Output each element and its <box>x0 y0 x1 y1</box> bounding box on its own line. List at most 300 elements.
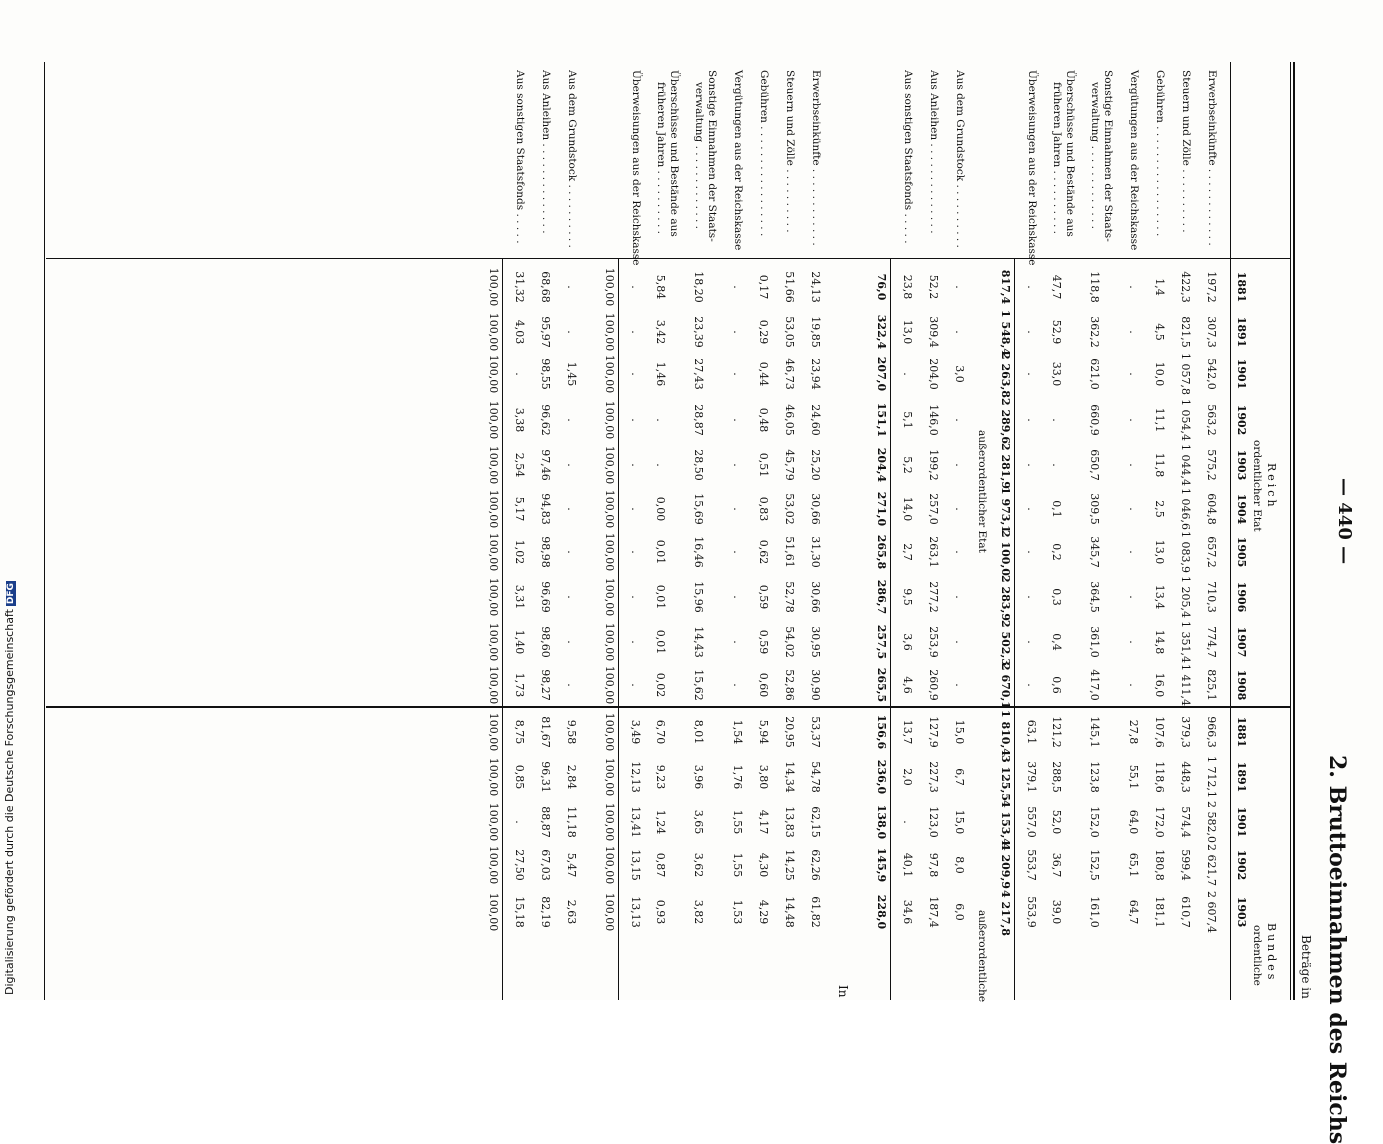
ord-cell: . <box>1127 550 1140 554</box>
ord-cell: 825,1 <box>1205 669 1218 701</box>
pct-aus-cell: . <box>565 330 578 334</box>
pct-ord-cell: 53,05 <box>783 316 796 348</box>
pct-ord-cell: 13,41 <box>629 806 642 838</box>
aus-cell: 5,2 <box>901 456 914 474</box>
year-header: 1903 <box>1235 449 1248 481</box>
ord-cell: 1 205,4 <box>1179 576 1192 618</box>
aus-cell: 23,8 <box>901 274 914 300</box>
pct-ord-cell: . <box>629 418 642 422</box>
ord-cell: 33,0 <box>1050 361 1063 387</box>
pct-aus-cell: 5,47 <box>565 852 578 878</box>
aus-cell: . <box>953 507 966 511</box>
aus-cell: 14,0 <box>901 496 914 522</box>
ord-cell: . <box>1127 330 1140 334</box>
pct-ord-total-cell: 100,00 <box>603 845 616 885</box>
pct-ord-cell: . <box>629 640 642 644</box>
aus-cell: 6,7 <box>953 768 966 786</box>
ausserordentlicher-etat-header: außerordentlicher Etat <box>976 430 988 553</box>
pct-ord-cell: 1,53 <box>731 899 744 925</box>
ord-cell: 10,0 <box>1153 361 1166 387</box>
ord-cell: 422,3 <box>1179 271 1192 303</box>
bottom-rule <box>44 62 45 1000</box>
ord-row-label: Überschüsse und Bestände aus <box>1064 70 1076 237</box>
ord-cell: 710,3 <box>1205 581 1218 613</box>
pct-ord-cell: 4,30 <box>757 852 770 878</box>
pct-ord-cell: 0,01 <box>654 539 667 565</box>
reich-bundes-separator <box>46 706 1291 708</box>
year-header: 1905 <box>1235 536 1248 568</box>
ord-cell: 0,6 <box>1050 676 1063 694</box>
aus-total-cell: 207,0 <box>875 356 888 392</box>
ord-cell: 774,7 <box>1205 626 1218 658</box>
ord-cell: 13,0 <box>1153 539 1166 565</box>
ord-cell: 11,1 <box>1153 407 1166 433</box>
pct-aus-cell: . <box>565 418 578 422</box>
pct-ord-cell: 0,83 <box>757 496 770 522</box>
aus-cell: 15,0 <box>953 809 966 835</box>
in-label: In <box>836 985 850 998</box>
aus-cell: 52,2 <box>927 274 940 300</box>
pct-aus-cell: 1,45 <box>565 361 578 387</box>
pct-ord-cell: 1,46 <box>654 361 667 387</box>
pct-ord-row-label: Überweisungen aus der Reichskasse <box>630 70 642 266</box>
pct-ord-cell: . <box>629 285 642 289</box>
pct-ord-cell: 28,50 <box>692 449 705 481</box>
ord-total-cell: 2 289,6 <box>999 398 1012 444</box>
ord-cell: 39,0 <box>1050 899 1063 925</box>
ord-row-label-cont: verwaltung . . . . . . . . . . . . . <box>1089 82 1101 230</box>
aus-total-cell: 204,4 <box>875 447 888 483</box>
pct-aus-cell: 3,31 <box>513 584 526 610</box>
pct-ord-cell: 30,90 <box>809 669 822 701</box>
page-title: 2. Bruttoeinnahmen des Reichs <box>1324 755 1350 1144</box>
pct-ord-cell: 14,43 <box>692 626 705 658</box>
pct-ord-cell: 23,94 <box>809 358 822 390</box>
pct-ord-total-cell: 100,00 <box>603 400 616 440</box>
ord-total-cell: 2 263,8 <box>999 352 1012 398</box>
ord-cell: 362,2 <box>1088 316 1101 348</box>
pct-aus-cell: . <box>565 550 578 554</box>
aus-total-cell: 286,7 <box>875 579 888 615</box>
ord-cell: 4,5 <box>1153 323 1166 341</box>
ord-cell: 1 044,4 <box>1179 444 1192 486</box>
pct-aus-cell: 2,63 <box>565 899 578 925</box>
pct-ord-cell: 0,87 <box>654 852 667 878</box>
ord-cell: 152,5 <box>1088 849 1101 881</box>
bundes-header: Bundes <box>1265 923 1278 983</box>
pct-ord-cell: 0,59 <box>757 629 770 655</box>
pct-ord-cell: 61,82 <box>809 896 822 928</box>
pct-aus-total-cell: 100,00 <box>487 354 500 394</box>
pct-aus-cell: . <box>513 820 526 824</box>
pct-ord-cell: . <box>654 463 667 467</box>
pct-ord-cell: 0,01 <box>654 584 667 610</box>
pct-ord-cell: . <box>731 463 744 467</box>
ord-cell: 197,2 <box>1205 271 1218 303</box>
ord-cell: . <box>1127 507 1140 511</box>
ord-cell: 52,9 <box>1050 319 1063 345</box>
ord-cell: 161,0 <box>1088 896 1101 928</box>
ord-cell: 599,4 <box>1179 849 1192 881</box>
pct-aus-cell: 1,40 <box>513 629 526 655</box>
pct-ord-cell: 0,17 <box>757 274 770 300</box>
ord-cell: . <box>1127 418 1140 422</box>
pct-ord-cell: 3,62 <box>692 852 705 878</box>
pct-ord-cell: . <box>731 418 744 422</box>
pct-ord-cell: 0,93 <box>654 899 667 925</box>
pct-aus-cell: 94,83 <box>539 493 552 525</box>
pct-ord-cell: . <box>629 595 642 599</box>
pct-ord-cell: 15,96 <box>692 581 705 613</box>
ord-cell: 1 083,9 <box>1179 531 1192 573</box>
pct-ord-row-label: Sonstige Einnahmen der Staats- <box>706 70 718 242</box>
pct-aus-cell: 82,19 <box>539 896 552 928</box>
aus-cell: 227,3 <box>927 761 940 793</box>
pct-ord-row-label: Erwerbseinkünfte . . . . . . . . . . . . <box>810 70 822 246</box>
aus-cell: 3,0 <box>953 365 966 383</box>
ord-row-label-cont: früheren Jahren . . . . . . . . . . <box>1051 82 1063 234</box>
aus-cell: . <box>953 640 966 644</box>
ordentlicher-short-header: ordentliche <box>1251 925 1263 986</box>
pct-ord-total-cell: 100,00 <box>603 532 616 572</box>
pct-aus-cell: 31,32 <box>513 271 526 303</box>
ord-cell: 604,8 <box>1205 493 1218 525</box>
aus-cell: 40,1 <box>901 852 914 878</box>
pct-aus-total-rule <box>502 258 503 1000</box>
aus-row-label: Aus dem Grundstock . . . . . . . . . . <box>954 70 966 248</box>
pct-ord-total-cell: 100,00 <box>603 892 616 932</box>
pct-aus-cell: 8,75 <box>513 719 526 745</box>
ord-cell: . <box>1025 507 1038 511</box>
ord-cell: 1 057,8 <box>1179 353 1192 395</box>
aus-cell: 4,6 <box>901 676 914 694</box>
pct-aus-cell: 2,84 <box>565 764 578 790</box>
ord-total-cell: 817,4 <box>999 269 1012 305</box>
pct-ord-cell: 23,39 <box>692 316 705 348</box>
year-header: 1908 <box>1235 669 1248 701</box>
ord-cell: 448,3 <box>1179 761 1192 793</box>
pct-ord-cell: 3,42 <box>654 319 667 345</box>
pct-ord-cell: 4,29 <box>757 899 770 925</box>
ord-cell: 16,0 <box>1153 672 1166 698</box>
year-header: 1904 <box>1235 493 1248 525</box>
pct-ord-cell: 51,61 <box>783 536 796 568</box>
pct-ord-cell: 16,46 <box>692 536 705 568</box>
pct-ord-total-cell: 100,00 <box>603 489 616 529</box>
pct-ord-row-label: Vergütungen aus der Reichskasse <box>732 70 744 251</box>
aus-cell: 127,9 <box>927 716 940 748</box>
aus-cell: . <box>953 595 966 599</box>
pct-ord-total-cell: 100,00 <box>603 712 616 752</box>
ord-cell: 563,2 <box>1205 404 1218 436</box>
pct-ord-cell: 62,15 <box>809 806 822 838</box>
aus-cell: 123,0 <box>927 806 940 838</box>
pct-ord-cell: 24,13 <box>809 271 822 303</box>
ord-cell: . <box>1127 595 1140 599</box>
aus-cell: . <box>953 330 966 334</box>
aus-cell: 97,8 <box>927 852 940 878</box>
ord-cell: . <box>1025 330 1038 334</box>
aus-cell: . <box>901 372 914 376</box>
ord-total-cell: 1 810,4 <box>999 710 1012 756</box>
pct-ord-cell: 1,76 <box>731 764 744 790</box>
ord-total-cell: 1 973,1 <box>999 487 1012 533</box>
aus-cell: 5,1 <box>901 411 914 429</box>
aus-cell: . <box>953 285 966 289</box>
pct-ord-cell: 0,51 <box>757 452 770 478</box>
ord-row-label: Überweisungen aus der Reichskasse <box>1026 70 1038 266</box>
aus-cell: 6,0 <box>953 903 966 921</box>
pct-ord-cell: . <box>731 372 744 376</box>
ord-cell: 64,7 <box>1127 899 1140 925</box>
pct-ord-total-cell: 100,00 <box>603 445 616 485</box>
pct-ord-cell: 14,25 <box>783 849 796 881</box>
ord-cell: 118,8 <box>1088 271 1101 303</box>
pct-ord-cell: 0,60 <box>757 672 770 698</box>
aus-cell: 257,0 <box>927 493 940 525</box>
ord-cell: 621,0 <box>1088 358 1101 390</box>
footer-text: Digitalisierung gefördert durch die Deutsche Forschungsgemeinschaft <box>3 609 16 995</box>
aus-cell: 2,7 <box>901 543 914 561</box>
pct-aus-cell: 1,73 <box>513 672 526 698</box>
pct-ord-total-cell: 100,00 <box>603 757 616 797</box>
ord-cell: 379,3 <box>1179 716 1192 748</box>
pct-ord-cell: 0,44 <box>757 361 770 387</box>
pct-ord-cell: 3,65 <box>692 809 705 835</box>
pct-aus-cell: 68,68 <box>539 271 552 303</box>
pct-ord-cell: 13,15 <box>629 849 642 881</box>
pct-ord-cell: . <box>654 418 667 422</box>
pct-ord-cell: 1,24 <box>654 809 667 835</box>
aus-total-cell: 271,0 <box>875 491 888 527</box>
aus-total-cell: 265,8 <box>875 534 888 570</box>
pct-aus-cell: 67,03 <box>539 849 552 881</box>
aus-total-cell: 228,0 <box>875 894 888 930</box>
ord-total-cell: 2 281,9 <box>999 443 1012 489</box>
ord-cell: 64,0 <box>1127 809 1140 835</box>
pct-ord-cell: . <box>731 507 744 511</box>
ord-cell: 364,5 <box>1088 581 1101 613</box>
ord-cell: 2,5 <box>1153 500 1166 518</box>
label-separator-rule <box>46 258 1291 259</box>
reich-header: Reich <box>1265 463 1278 510</box>
pct-aus-cell: . <box>565 507 578 511</box>
ordentlicher-etat-header: ordentlicher Etat <box>1251 440 1263 532</box>
top-rule-thin <box>1290 62 1291 1000</box>
ord-cell: 309,5 <box>1088 493 1101 525</box>
aus-cell: 13,7 <box>901 719 914 745</box>
ord-cell: . <box>1025 463 1038 467</box>
pct-ord-total-cell: 100,00 <box>603 312 616 352</box>
pct-ord-cell: 0,59 <box>757 584 770 610</box>
ord-cell: 1 054,4 <box>1179 399 1192 441</box>
ord-cell: 1 046,6 <box>1179 488 1192 530</box>
ord-cell: . <box>1025 640 1038 644</box>
top-rule-thick <box>1293 62 1295 1000</box>
pct-ord-cell: . <box>629 463 642 467</box>
aus-total-cell: 257,5 <box>875 624 888 660</box>
ord-cell: 63,1 <box>1025 719 1038 745</box>
ord-cell: 657,2 <box>1205 536 1218 568</box>
aus-cell: 277,2 <box>927 581 940 613</box>
pct-ord-total-rule <box>618 258 619 1000</box>
ord-cell: 574,4 <box>1179 806 1192 838</box>
ord-cell: 361,0 <box>1088 626 1101 658</box>
ord-cell: 557,0 <box>1025 806 1038 838</box>
aus-row-label: Aus Anleihen . . . . . . . . . . . . . . <box>928 70 940 234</box>
pct-ord-cell: . <box>731 285 744 289</box>
aus-cell: . <box>953 463 966 467</box>
aus-row-label: Aus sonstigen Staatsfonds . . . . . <box>902 70 914 244</box>
pct-ord-cell: 27,43 <box>692 358 705 390</box>
pct-aus-cell: 3,38 <box>513 407 526 433</box>
pct-ord-cell: 30,66 <box>809 493 822 525</box>
pct-ord-cell: 20,95 <box>783 716 796 748</box>
ord-cell: 152,0 <box>1088 806 1101 838</box>
pct-aus-total-cell: 100,00 <box>487 845 500 885</box>
pct-ord-cell: . <box>629 507 642 511</box>
aus-total-rule <box>890 258 891 1000</box>
pct-ord-cell: 0,29 <box>757 319 770 345</box>
ord-total-cell: 3 125,5 <box>999 755 1012 801</box>
pct-ord-cell: 3,96 <box>692 764 705 790</box>
pct-ord-row-label: Überschüsse und Bestände aus <box>668 70 680 237</box>
aus-total-cell: 156,6 <box>875 714 888 750</box>
year-header: 1907 <box>1235 626 1248 658</box>
ord-cell: 172,0 <box>1153 806 1166 838</box>
ord-cell: 11,8 <box>1153 452 1166 478</box>
ord-total-cell: 2 670,1 <box>999 663 1012 709</box>
pct-aus-cell: 98,27 <box>539 669 552 701</box>
aus-cell: 34,6 <box>901 899 914 925</box>
ord-cell: 2 582,0 <box>1205 801 1218 843</box>
pct-aus-total-cell: 100,00 <box>487 892 500 932</box>
ord-cell: 0,2 <box>1050 543 1063 561</box>
ord-cell: 65,1 <box>1127 852 1140 878</box>
aus-cell: 263,1 <box>927 536 940 568</box>
ord-cell: 553,9 <box>1025 896 1038 928</box>
ord-cell: 650,7 <box>1088 449 1101 481</box>
aus-cell: 8,0 <box>953 856 966 874</box>
ord-cell: 27,8 <box>1127 719 1140 745</box>
pct-aus-cell: . <box>565 640 578 644</box>
aus-cell: 309,4 <box>927 316 940 348</box>
ord-cell: . <box>1050 418 1063 422</box>
ord-cell: . <box>1025 683 1038 687</box>
ord-total-cell: 2 502,3 <box>999 620 1012 666</box>
pct-ord-cell: 4,17 <box>757 809 770 835</box>
ord-cell: 0,4 <box>1050 633 1063 651</box>
ord-total-cell: 2 283,9 <box>999 575 1012 621</box>
pct-ord-cell: 3,82 <box>692 899 705 925</box>
pct-aus-cell: 98,55 <box>539 358 552 390</box>
ord-cell: 118,6 <box>1153 761 1166 793</box>
ord-cell: 2 607,4 <box>1205 891 1218 933</box>
pct-ord-cell: . <box>629 372 642 376</box>
pct-aus-cell: . <box>565 595 578 599</box>
pct-ord-cell: 52,78 <box>783 581 796 613</box>
year-header: 1901 <box>1235 358 1248 390</box>
ord-cell: . <box>1127 683 1140 687</box>
ord-cell: 821,5 <box>1179 316 1192 348</box>
pct-ord-cell: 30,95 <box>809 626 822 658</box>
aus-cell: 199,2 <box>927 449 940 481</box>
pct-aus-total-cell: 100,00 <box>487 757 500 797</box>
pct-ord-cell: 62,26 <box>809 849 822 881</box>
pct-ord-cell: 14,48 <box>783 896 796 928</box>
pct-ord-cell: 28,87 <box>692 404 705 436</box>
pct-aus-total-cell: 100,00 <box>487 712 500 752</box>
pct-aus-total-cell: 100,00 <box>487 802 500 842</box>
pct-ord-cell: . <box>731 595 744 599</box>
pct-ord-cell: 18,20 <box>692 271 705 303</box>
pct-ord-cell: . <box>731 550 744 554</box>
pct-ord-cell: 51,66 <box>783 271 796 303</box>
pct-aus-cell: 27,50 <box>513 849 526 881</box>
ord-total-cell: 4 153,4 <box>999 800 1012 846</box>
aus-total-cell: 236,0 <box>875 759 888 795</box>
page-subtitle: Beträge in <box>1299 935 1313 999</box>
year-header: 1891 <box>1235 316 1248 348</box>
pct-aus-cell: 0,85 <box>513 764 526 790</box>
pct-ord-cell: 19,85 <box>809 316 822 348</box>
year-header: 1901 <box>1235 806 1248 838</box>
pct-ord-cell: 15,69 <box>692 493 705 525</box>
pct-aus-cell: 15,18 <box>513 896 526 928</box>
ord-total-cell: 2 100,0 <box>999 530 1012 576</box>
ord-cell: 307,3 <box>1205 316 1218 348</box>
ord-cell: 966,3 <box>1205 716 1218 748</box>
year-header: 1891 <box>1235 761 1248 793</box>
pct-aus-cell: 96,31 <box>539 761 552 793</box>
pct-ord-cell: 1,54 <box>731 719 744 745</box>
pct-ord-row-label: Gebühren . . . . . . . . . . . . . . . . . <box>758 70 770 237</box>
ord-cell: . <box>1025 418 1038 422</box>
ord-cell: 13,4 <box>1153 584 1166 610</box>
ord-cell: 379,1 <box>1025 761 1038 793</box>
ord-cell: 36,7 <box>1050 852 1063 878</box>
year-header: 1902 <box>1235 404 1248 436</box>
aus-total-cell: 151,1 <box>875 402 888 438</box>
ord-row-label: Vergütungen aus der Reichskasse <box>1128 70 1140 251</box>
pct-aus-cell: . <box>565 683 578 687</box>
ord-cell: . <box>1025 372 1038 376</box>
pct-aus-cell: 11,18 <box>565 806 578 838</box>
pct-aus-cell: 98,98 <box>539 536 552 568</box>
pct-ord-cell: 0,00 <box>654 496 667 522</box>
ord-cell: 0,1 <box>1050 500 1063 518</box>
ord-cell: 1,4 <box>1153 278 1166 296</box>
pct-aus-cell: 88,87 <box>539 806 552 838</box>
pct-aus-row-label: Aus sonstigen Staatsfonds . . . . . <box>514 70 526 244</box>
pct-ord-cell: 54,02 <box>783 626 796 658</box>
pct-ord-cell: 45,79 <box>783 449 796 481</box>
aus-total-cell: 76,0 <box>875 273 888 301</box>
aus-cell: 260,9 <box>927 669 940 701</box>
dfg-logo: DFG <box>6 583 16 605</box>
pct-ord-cell: . <box>731 683 744 687</box>
pct-aus-cell: . <box>565 285 578 289</box>
aus-cell: 3,6 <box>901 633 914 651</box>
aus-cell: . <box>953 683 966 687</box>
pct-aus-row-label: Aus dem Grundstock . . . . . . . . . . <box>566 70 578 248</box>
ord-total-cell: 1 548,4 <box>999 310 1012 356</box>
pct-aus-cell: 9,58 <box>565 719 578 745</box>
aus-total-cell: 265,5 <box>875 667 888 703</box>
pct-ord-cell: 0,62 <box>757 539 770 565</box>
ord-cell: 14,8 <box>1153 629 1166 655</box>
aus-total-cell: 145,9 <box>875 847 888 883</box>
